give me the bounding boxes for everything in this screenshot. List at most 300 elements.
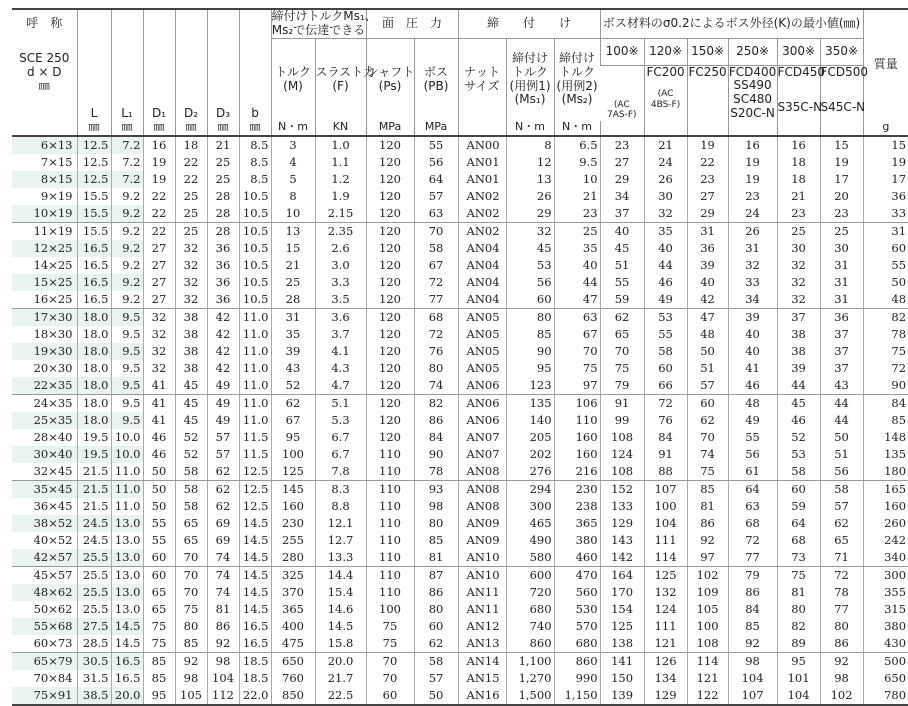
cell-mass: 780	[863, 687, 908, 705]
header-mat-250d: S20C-N	[730, 105, 775, 120]
cell-D3: 69	[207, 515, 239, 532]
cell-boss-k-300: 44	[777, 377, 820, 395]
cell-boss-k-350: 56	[820, 463, 863, 481]
cell-torque-Ms1: 680	[506, 601, 554, 618]
header-transmit-line1: 締付けトルクMs₁、	[271, 9, 377, 23]
cell-boss-k-250: 19	[728, 171, 777, 188]
cell-nut-size: AN10	[458, 549, 506, 567]
cell-D1: 41	[143, 377, 175, 395]
cell-L1: 13.0	[111, 532, 143, 549]
header-mat-300b: S35C-N	[777, 100, 823, 115]
cell-b: 11.0	[239, 343, 271, 360]
cell-mass: 17	[863, 171, 908, 188]
cell-thrust-F: 20.0	[315, 652, 366, 670]
table-row	[12, 326, 908, 343]
cell-torque-Ms1: 465	[506, 515, 554, 532]
cell-torque-M: 28	[271, 291, 315, 309]
header-thrust-label: スラスト力	[315, 64, 376, 79]
cell-torque-M: 145	[271, 480, 315, 498]
header-mat-120	[644, 65, 687, 121]
cell-model: 30×40	[12, 446, 77, 463]
cell-boss-k-150: 31	[687, 222, 728, 240]
cell-boss-k-350: 37	[820, 360, 863, 377]
cell-boss-k-120: 72	[644, 394, 687, 412]
cell-mass: 60	[863, 240, 908, 257]
header-strength-150: 150※	[687, 38, 728, 65]
cell-boss-k-250: 19	[728, 154, 777, 171]
cell-L1: 16.5	[111, 652, 143, 670]
cell-D3: 62	[207, 480, 239, 498]
cell-boss-Pb: 80	[414, 601, 458, 618]
cell-boss-k-300: 59	[777, 498, 820, 515]
cell-L: 16.5	[77, 257, 111, 274]
cell-boss-k-350: 58	[820, 480, 863, 498]
table-row	[12, 652, 908, 670]
cell-D2: 22	[175, 171, 207, 188]
header-ms1	[506, 38, 554, 121]
cell-D1: 65	[143, 584, 175, 601]
header-boss	[414, 38, 458, 121]
cell-D2: 25	[175, 222, 207, 240]
cell-D3: 42	[207, 343, 239, 360]
cell-torque-M: 160	[271, 498, 315, 515]
cell-boss-k-120: 88	[644, 463, 687, 481]
cell-D3: 112	[207, 687, 239, 705]
cell-D1: 75	[143, 618, 175, 635]
cell-boss-k-250: 104	[728, 670, 777, 687]
cell-thrust-F: 4.7	[315, 377, 366, 395]
cell-D1: 22	[143, 188, 175, 205]
table-row	[12, 171, 908, 188]
cell-nut-size: AN08	[458, 463, 506, 481]
cell-D3: 74	[207, 584, 239, 601]
cell-boss-k-250: 92	[728, 635, 777, 653]
cell-boss-Pb: 67	[414, 257, 458, 274]
cell-nut-size: AN02	[458, 188, 506, 205]
header-ms1-line4: (Ms₁)	[514, 92, 546, 107]
cell-D1: 60	[143, 566, 175, 584]
cell-thrust-F: 15.4	[315, 584, 366, 601]
cell-thrust-F: 2.6	[315, 240, 366, 257]
table-row	[12, 618, 908, 635]
cell-b: 14.5	[239, 601, 271, 618]
cell-model: 12×25	[12, 240, 77, 257]
cell-boss-k-150: 105	[687, 601, 728, 618]
cell-boss-k-120: 24	[644, 154, 687, 171]
cell-model: 65×79	[12, 652, 77, 670]
cell-boss-Pb: 55	[414, 136, 458, 154]
table-row	[12, 308, 908, 326]
cell-mass: 85	[863, 412, 908, 429]
unit-k250	[728, 121, 777, 136]
header-thrust-sym: (F)	[332, 78, 349, 93]
cell-nut-size: AN05	[458, 308, 506, 326]
cell-boss-k-350: 15	[820, 136, 863, 154]
cell-D1: 27	[143, 274, 175, 291]
cell-torque-Ms1: 12	[506, 154, 554, 171]
cell-boss-Pb: 86	[414, 412, 458, 429]
header-mass: 質量	[863, 9, 908, 121]
cell-model: 6×13	[12, 136, 77, 154]
header-boss-sym: (PB)	[423, 78, 449, 93]
cell-boss-k-120: 107	[644, 480, 687, 498]
cell-torque-M: 280	[271, 549, 315, 567]
cell-torque-M: 95	[271, 429, 315, 446]
header-strength-350: 350※	[820, 38, 863, 65]
cell-torque-Ms1: 135	[506, 394, 554, 412]
cell-boss-k-120: 44	[644, 257, 687, 274]
cell-torque-Ms2: 860	[554, 652, 600, 670]
table-row	[12, 515, 908, 532]
cell-boss-k-100: 40	[600, 222, 644, 240]
cell-boss-k-100: 79	[600, 377, 644, 395]
cell-boss-k-350: 20	[820, 188, 863, 205]
cell-D3: 28	[207, 222, 239, 240]
cell-b: 11.5	[239, 429, 271, 446]
cell-model: 40×52	[33, 532, 73, 547]
cell-model: 17×30	[12, 308, 77, 326]
cell-torque-Ms2: 216	[554, 463, 600, 481]
cell-L1: 9.2	[111, 274, 143, 291]
cell-shaft-Ps: 120	[366, 291, 414, 309]
cell-thrust-F: 2.15	[315, 205, 366, 223]
cell-D1: 27	[143, 240, 175, 257]
header-strength-300: 300※	[777, 38, 820, 65]
cell-D2: 80	[175, 618, 207, 635]
cell-boss-Pb: 63	[414, 205, 458, 223]
cell-torque-Ms2: 106	[554, 394, 600, 412]
unit-L1: ㎜	[111, 121, 143, 136]
cell-boss-k-350: 37	[820, 326, 863, 343]
table-row	[12, 463, 908, 481]
cell-boss-k-150: 108	[687, 635, 728, 653]
cell-torque-Ms2: 6.5	[554, 136, 600, 154]
cell-torque-Ms2: 230	[554, 480, 600, 498]
cell-boss-k-350: 25	[820, 222, 863, 240]
cell-boss-k-150: 102	[687, 566, 728, 584]
cell-D2: 58	[175, 463, 207, 481]
header-L1: L₁	[111, 9, 143, 121]
cell-L: 21.5	[77, 463, 111, 481]
cell-b: 10.5	[239, 205, 271, 223]
cell-D2: 18	[175, 136, 207, 154]
cell-torque-Ms1: 1,100	[506, 652, 554, 670]
cell-boss-k-120: 40	[644, 240, 687, 257]
cell-mass: 55	[863, 257, 908, 274]
cell-torque-Ms2: 44	[554, 274, 600, 291]
cell-b: 11.0	[239, 412, 271, 429]
cell-D1: 32	[143, 343, 175, 360]
cell-L: 15.5	[77, 205, 111, 223]
cell-D2: 58	[175, 498, 207, 515]
cell-torque-Ms1: 490	[506, 532, 554, 549]
cell-D2: 75	[175, 601, 207, 618]
cell-boss-Pb: 90	[414, 446, 458, 463]
cell-D2: 38	[175, 326, 207, 343]
cell-D1: 19	[143, 171, 175, 188]
cell-boss-k-100: 62	[600, 308, 644, 326]
cell-shaft-Ps: 120	[366, 222, 414, 240]
cell-D3: 92	[207, 635, 239, 653]
unit-boss: MPa	[414, 121, 458, 136]
cell-D1: 60	[143, 549, 175, 567]
cell-torque-Ms1: 45	[506, 240, 554, 257]
cell-D1: 16	[143, 136, 175, 154]
cell-torque-M: 13	[271, 222, 315, 240]
cell-mass: 15	[863, 136, 908, 154]
cell-boss-k-120: 124	[644, 601, 687, 618]
cell-boss-Pb: 57	[414, 670, 458, 687]
cell-model: 60×73	[12, 635, 77, 653]
cell-L1: 14.5	[111, 618, 143, 635]
cell-boss-k-300: 52	[777, 429, 820, 446]
header-b: b	[239, 9, 271, 121]
cell-boss-k-100: 142	[600, 549, 644, 567]
cell-thrust-F: 8.3	[315, 480, 366, 498]
cell-torque-Ms2: 460	[554, 549, 600, 567]
cell-boss-k-300: 21	[777, 188, 820, 205]
cell-torque-Ms2: 10	[554, 171, 600, 188]
cell-D2: 22	[175, 154, 207, 171]
header-mat-120c: 4BS-F)	[650, 99, 681, 110]
cell-boss-k-250: 31	[728, 240, 777, 257]
cell-D2: 38	[175, 360, 207, 377]
cell-mass: 160	[863, 498, 908, 515]
cell-D1: 41	[143, 394, 175, 412]
cell-shaft-Ps: 110	[366, 515, 414, 532]
header-ms2	[554, 38, 600, 121]
cell-torque-M: 370	[271, 584, 315, 601]
table-row	[12, 687, 908, 705]
unit-model	[12, 121, 77, 136]
header-nut-line2: サイズ	[464, 78, 500, 93]
cell-shaft-Ps: 120	[366, 205, 414, 223]
cell-boss-k-350: 31	[820, 291, 863, 309]
cell-D2: 52	[175, 446, 207, 463]
cell-boss-k-300: 30	[777, 240, 820, 257]
cell-D1: 95	[143, 687, 175, 705]
cell-torque-Ms2: 380	[554, 532, 600, 549]
cell-thrust-F: 7.8	[315, 463, 366, 481]
cell-mass: 650	[863, 670, 908, 687]
unit-b: ㎜	[239, 121, 271, 136]
cell-torque-Ms1: 740	[506, 618, 554, 635]
cell-nut-size: AN06	[458, 394, 506, 412]
cell-boss-k-300: 46	[777, 412, 820, 429]
cell-boss-k-120: 134	[644, 670, 687, 687]
table-row	[12, 360, 908, 377]
cell-shaft-Ps: 75	[366, 618, 414, 635]
table-row	[12, 549, 908, 567]
cell-D2: 45	[175, 377, 207, 395]
cell-thrust-F: 1.1	[315, 154, 366, 171]
cell-boss-k-150: 85	[687, 480, 728, 498]
cell-nut-size: AN09	[458, 532, 506, 549]
cell-boss-k-300: 39	[777, 360, 820, 377]
cell-torque-M: 62	[271, 394, 315, 412]
cell-boss-k-250: 49	[728, 412, 777, 429]
cell-nut-size: AN11	[458, 584, 506, 601]
cell-nut-size: AN06	[458, 412, 506, 429]
cell-L: 25.5	[77, 601, 111, 618]
cell-D3: 42	[207, 308, 239, 326]
cell-thrust-F: 14.6	[315, 601, 366, 618]
cell-boss-k-300: 60	[777, 480, 820, 498]
cell-D3: 25	[207, 171, 239, 188]
cell-mass: 355	[863, 584, 908, 601]
cell-boss-Pb: 85	[414, 532, 458, 549]
cell-shaft-Ps: 120	[366, 188, 414, 205]
header-ms2-line1: 締付け	[559, 51, 596, 66]
cell-L: 19.5	[77, 446, 111, 463]
cell-boss-k-120: 60	[644, 360, 687, 377]
table-row	[12, 240, 908, 257]
cell-model: 25×35	[12, 412, 77, 429]
table-row	[12, 480, 908, 498]
cell-shaft-Ps: 110	[366, 498, 414, 515]
cell-boss-k-250: 34	[728, 291, 777, 309]
cell-torque-Ms1: 56	[506, 274, 554, 291]
cell-L1: 13.0	[111, 601, 143, 618]
cell-boss-k-120: 111	[644, 532, 687, 549]
cell-torque-Ms1: 1,270	[506, 670, 554, 687]
unit-ms1: N・m	[506, 121, 554, 136]
cell-shaft-Ps: 120	[366, 412, 414, 429]
cell-nut-size: AN04	[458, 274, 506, 291]
table-row	[12, 532, 908, 549]
cell-boss-k-300: 53	[777, 446, 820, 463]
cell-boss-k-150: 97	[687, 549, 728, 567]
cell-L1: 10.0	[111, 446, 143, 463]
header-D2: D₂	[175, 9, 207, 121]
cell-shaft-Ps: 110	[366, 532, 414, 549]
cell-L: 18.0	[77, 343, 111, 360]
cell-L: 16.5	[77, 291, 111, 309]
cell-torque-M: 650	[271, 652, 315, 670]
cell-boss-k-300: 16	[777, 136, 820, 154]
cell-shaft-Ps: 120	[366, 326, 414, 343]
cell-L1: 10.0	[111, 429, 143, 446]
cell-torque-Ms1: 85	[506, 326, 554, 343]
cell-L: 21.5	[77, 480, 111, 498]
cell-boss-k-150: 42	[687, 291, 728, 309]
cell-boss-Pb: 80	[414, 515, 458, 532]
cell-boss-k-120: 26	[644, 171, 687, 188]
header-mat-250a: FCD400	[728, 64, 777, 79]
cell-b: 11.0	[239, 377, 271, 395]
cell-torque-M: 100	[271, 446, 315, 463]
cell-boss-k-250: 24	[728, 205, 777, 223]
cell-nut-size: AN02	[458, 222, 506, 240]
header-D1: D₁	[143, 9, 175, 121]
cell-boss-Pb: 72	[414, 274, 458, 291]
cell-L: 27.5	[77, 618, 111, 635]
cell-torque-Ms2: 365	[554, 515, 600, 532]
cell-boss-k-350: 92	[820, 652, 863, 670]
cell-boss-Pb: 58	[414, 240, 458, 257]
header-ms1-line1: 締付け	[512, 51, 549, 66]
cell-boss-k-150: 60	[687, 394, 728, 412]
cell-boss-Pb: 81	[414, 549, 458, 567]
cell-torque-M: 35	[271, 326, 315, 343]
table-body	[12, 136, 908, 705]
cell-L: 18.0	[77, 308, 111, 326]
cell-b: 10.5	[239, 291, 271, 309]
cell-D2: 85	[175, 635, 207, 653]
cell-shaft-Ps: 120	[366, 394, 414, 412]
cell-D1: 65	[143, 601, 175, 618]
header-D3: D₃	[207, 9, 239, 121]
cell-shaft-Ps: 120	[366, 360, 414, 377]
cell-mass: 380	[863, 618, 908, 635]
header-model-line2: d × D	[26, 65, 62, 80]
cell-boss-k-100: 141	[600, 652, 644, 670]
cell-shaft-Ps: 110	[366, 584, 414, 601]
cell-boss-k-100: 124	[600, 446, 644, 463]
cell-thrust-F: 6.7	[315, 429, 366, 446]
cell-boss-k-300: 32	[777, 257, 820, 274]
cell-L: 31.5	[77, 670, 111, 687]
cell-D3: 36	[207, 274, 239, 291]
cell-L1: 14.5	[111, 635, 143, 653]
cell-L1: 11.0	[111, 463, 143, 481]
cell-boss-k-350: 44	[820, 394, 863, 412]
cell-D3: 49	[207, 412, 239, 429]
cell-mass: 75	[863, 343, 908, 360]
cell-boss-Pb: 50	[414, 687, 458, 705]
cell-torque-Ms1: 26	[506, 188, 554, 205]
cell-b: 11.0	[239, 308, 271, 326]
cell-boss-k-120: 91	[644, 446, 687, 463]
cell-boss-Pb: 70	[414, 222, 458, 240]
cell-thrust-F: 3.7	[315, 326, 366, 343]
cell-model: 45×57	[33, 567, 73, 582]
cell-boss-k-100: 138	[600, 635, 644, 653]
cell-L1: 7.2	[111, 136, 143, 154]
cell-L: 18.0	[77, 360, 111, 377]
cell-boss-Pb: 64	[414, 171, 458, 188]
cell-boss-k-250: 23	[728, 188, 777, 205]
cell-boss-k-150: 29	[687, 205, 728, 223]
cell-torque-Ms1: 123	[506, 377, 554, 395]
cell-L1: 11.0	[111, 498, 143, 515]
cell-mass: 315	[863, 601, 908, 618]
cell-L1: 9.5	[111, 308, 143, 326]
cell-torque-Ms1: 1,500	[506, 687, 554, 705]
cell-boss-k-150: 92	[687, 532, 728, 549]
cell-b: 16.5	[239, 635, 271, 653]
cell-D2: 25	[175, 188, 207, 205]
header-shaft-sym: (Ps)	[378, 78, 402, 93]
table-row	[12, 394, 908, 412]
cell-D3: 81	[207, 601, 239, 618]
cell-boss-k-100: 34	[600, 188, 644, 205]
cell-b: 10.5	[239, 257, 271, 274]
cell-b: 8.5	[239, 136, 271, 154]
cell-mass: 78	[863, 326, 908, 343]
cell-boss-k-300: 45	[777, 394, 820, 412]
cell-D3: 28	[207, 188, 239, 205]
unit-L: ㎜	[77, 121, 111, 136]
cell-boss-k-350: 78	[820, 584, 863, 601]
cell-shaft-Ps: 120	[366, 343, 414, 360]
table-row	[12, 205, 908, 223]
cell-boss-k-100: 139	[600, 687, 644, 705]
cell-torque-M: 4	[271, 154, 315, 171]
cell-L1: 13.0	[111, 549, 143, 567]
cell-torque-M: 475	[271, 635, 315, 653]
cell-D3: 57	[207, 446, 239, 463]
